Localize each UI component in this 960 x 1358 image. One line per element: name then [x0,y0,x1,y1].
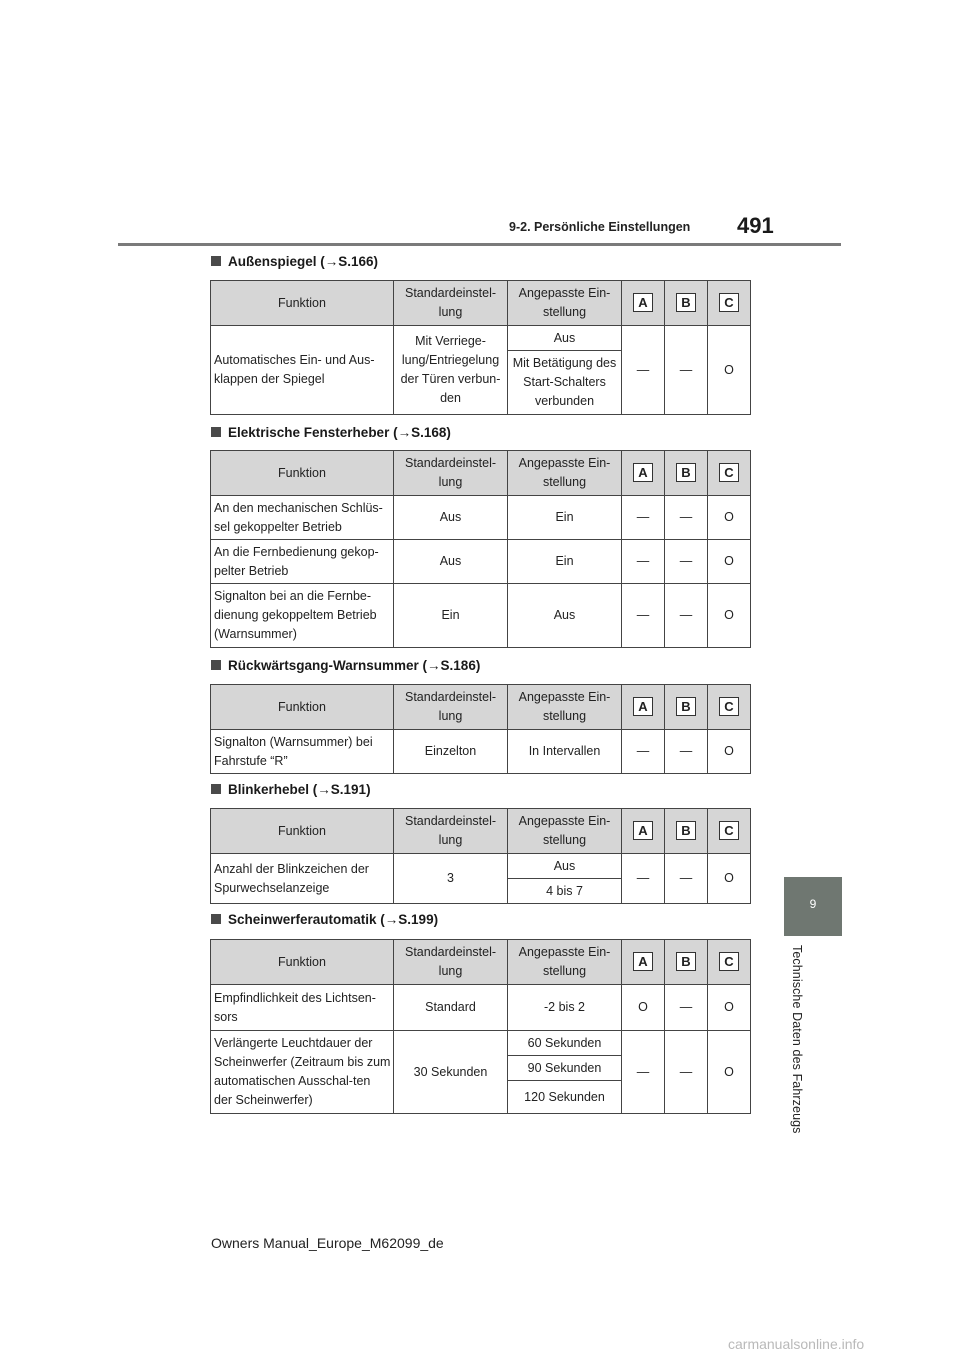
cell-a: — [622,326,665,415]
cell-funktion: An den mechanischen Schlüs-sel gekoppelter Betrieb [211,496,394,540]
cell-c: O [708,1031,751,1114]
square-bullet-icon [211,914,221,924]
header-angepasst: Angepasste Ein-stellung [508,281,622,326]
header-a: A [622,281,665,326]
header-c: C [708,809,751,854]
table-header-row [211,940,751,985]
header-funktion: Funktion [211,940,394,985]
cell-standard: 3 [394,854,508,904]
cell-funktion: Automatisches Ein- und Aus-klappen der Spiegel [211,326,394,415]
section-heading-blinkerhebel: Blinkerhebel (→S.191) [211,782,371,797]
header-divider [118,243,841,246]
header-standard: Standardeinstel-lung [394,281,508,326]
cell-angepasst: -2 bis 2 [508,985,622,1031]
square-bullet-icon [211,427,221,437]
cell-a: — [622,584,665,648]
cell-b: — [665,540,708,584]
header-funktion: Funktion [211,685,394,730]
table-row [211,584,751,648]
cell-a: — [622,1031,665,1114]
section-heading-aussenspiegel: Außenspiegel (→S.166) [211,254,378,269]
section-heading-scheinwerferautomatik: Scheinwerferautomatik (→S.199) [211,912,438,927]
settings-table-aussenspiegel [210,280,751,415]
cell-angepasst: Ein [508,496,622,540]
chapter-tab [784,877,842,936]
page-number: 491 [737,213,774,238]
header-b: B [665,809,708,854]
header-standard: Standardeinstel-lung [394,809,508,854]
cell-c: O [708,730,751,774]
header-a: A [622,809,665,854]
cell-standard: Aus [394,496,508,540]
header-a: A [622,940,665,985]
cell-c: O [708,326,751,415]
table-header-row [211,685,751,730]
cell-b: — [665,854,708,904]
cell-angepasst: Mit Betätigung des Start-Schalters verbunden [508,351,622,415]
cell-funktion: Signalton bei an die Fernbe-dienung gekoppeltem Betrieb (Warnsummer) [211,584,394,648]
cell-angepasst: 4 bis 7 [508,879,622,904]
header-funktion: Funktion [211,809,394,854]
header-b: B [665,281,708,326]
page-reference: S.186 [440,658,476,673]
cell-a: — [622,496,665,540]
cell-standard: 30 Sekunden [394,1031,508,1114]
cell-angepasst: 120 Sekunden [508,1081,622,1114]
header-a: A [622,685,665,730]
header-c: C [708,685,751,730]
cell-a: — [622,540,665,584]
arrow-right-icon: → [397,425,412,440]
arrow-right-icon: → [324,254,339,269]
cell-angepasst: 90 Sekunden [508,1056,622,1081]
cell-a: — [622,854,665,904]
header-c: C [708,940,751,985]
section-heading-fensterheber: Elektrische Fensterheber (→S.168) [211,425,451,440]
table-header-row [211,451,751,496]
arrow-right-icon: → [384,912,399,927]
cell-angepasst: Aus [508,584,622,648]
chapter-tab-number: 9 [809,897,817,911]
cell-b: — [665,326,708,415]
header-b: B [665,451,708,496]
table-row [211,854,751,879]
cell-standard: Ein [394,584,508,648]
header-standard: Standardeinstel-lung [394,451,508,496]
header-funktion: Funktion [211,281,394,326]
cell-b: — [665,584,708,648]
cell-b: — [665,985,708,1031]
cell-standard: Standard [394,985,508,1031]
page-reference: S.166 [338,254,374,269]
cell-angepasst: In Intervallen [508,730,622,774]
table-header-row [211,281,751,326]
cell-c: O [708,496,751,540]
header-funktion: Funktion [211,451,394,496]
arrow-right-icon: → [317,782,331,797]
settings-table-blinkerhebel [210,808,751,904]
header-angepasst: Angepasste Ein-stellung [508,940,622,985]
header-c: C [708,451,751,496]
watermark: carmanualsonline.info [728,1336,865,1352]
section-heading-rueckwaertsgang: Rückwärtsgang-Warnsummer (→S.186) [211,658,480,673]
header-a: A [622,451,665,496]
header-angepasst: Angepasste Ein-stellung [508,685,622,730]
header-angepasst: Angepasste Ein-stellung [508,451,622,496]
settings-table-rueckwaertsgang [210,684,751,774]
cell-standard: Aus [394,540,508,584]
cell-angepasst: Ein [508,540,622,584]
header-standard: Standardeinstel-lung [394,685,508,730]
cell-funktion: Verlängerte Leuchtdauer der Scheinwerfer (Zeitraum bis zum automatischen Ausschal-ten der Scheinwerfer) [211,1031,394,1114]
page-reference: S.168 [411,425,447,440]
table-row [211,326,751,351]
cell-angepasst: 60 Sekunden [508,1031,622,1056]
cell-a: — [622,730,665,774]
cell-standard: Einzelton [394,730,508,774]
cell-b: — [665,496,708,540]
settings-table-fensterheber [210,450,751,648]
cell-c: O [708,584,751,648]
page-reference: S.191 [330,782,367,797]
cell-b: — [665,730,708,774]
table-row [211,985,751,1031]
settings-table-scheinwerferautomatik [210,939,751,1114]
square-bullet-icon [211,660,221,670]
table-row [211,730,751,774]
cell-a: O [622,985,665,1031]
square-bullet-icon [211,784,221,794]
cell-c: O [708,540,751,584]
cell-funktion: Signalton (Warnsummer) bei Fahrstufe “R” [211,730,394,774]
cell-funktion: Empfindlichkeit des Lichtsen-sors [211,985,394,1031]
cell-angepasst: Aus [508,326,622,351]
page-reference: S.199 [398,912,434,927]
arrow-right-icon: → [427,658,441,673]
table-header-row [211,809,751,854]
header-b: B [665,940,708,985]
header-angepasst: Angepasste Ein-stellung [508,809,622,854]
cell-b: — [665,1031,708,1114]
table-row [211,540,751,584]
table-row [211,1031,751,1056]
cell-funktion: An die Fernbedienung gekop-pelter Betrieb [211,540,394,584]
cell-funktion: Anzahl der Blinkzeichen der Spurwechselanzeige [211,854,394,904]
table-row [211,496,751,540]
header-b: B [665,685,708,730]
cell-c: O [708,854,751,904]
header-standard: Standardeinstel-lung [394,940,508,985]
cell-angepasst: Aus [508,854,622,879]
header-c: C [708,281,751,326]
cell-standard: Mit Verriege-lung/Entriegelung der Türen verbun-den [394,326,508,415]
document-footer: Owners Manual_Europe_M62099_de [211,1235,444,1251]
cell-c: O [708,985,751,1031]
chapter-side-label: Technische Daten des Fahrzeugs [790,945,804,1134]
chapter-title: 9-2. Persönliche Einstellungen [509,220,691,234]
square-bullet-icon [211,256,221,266]
